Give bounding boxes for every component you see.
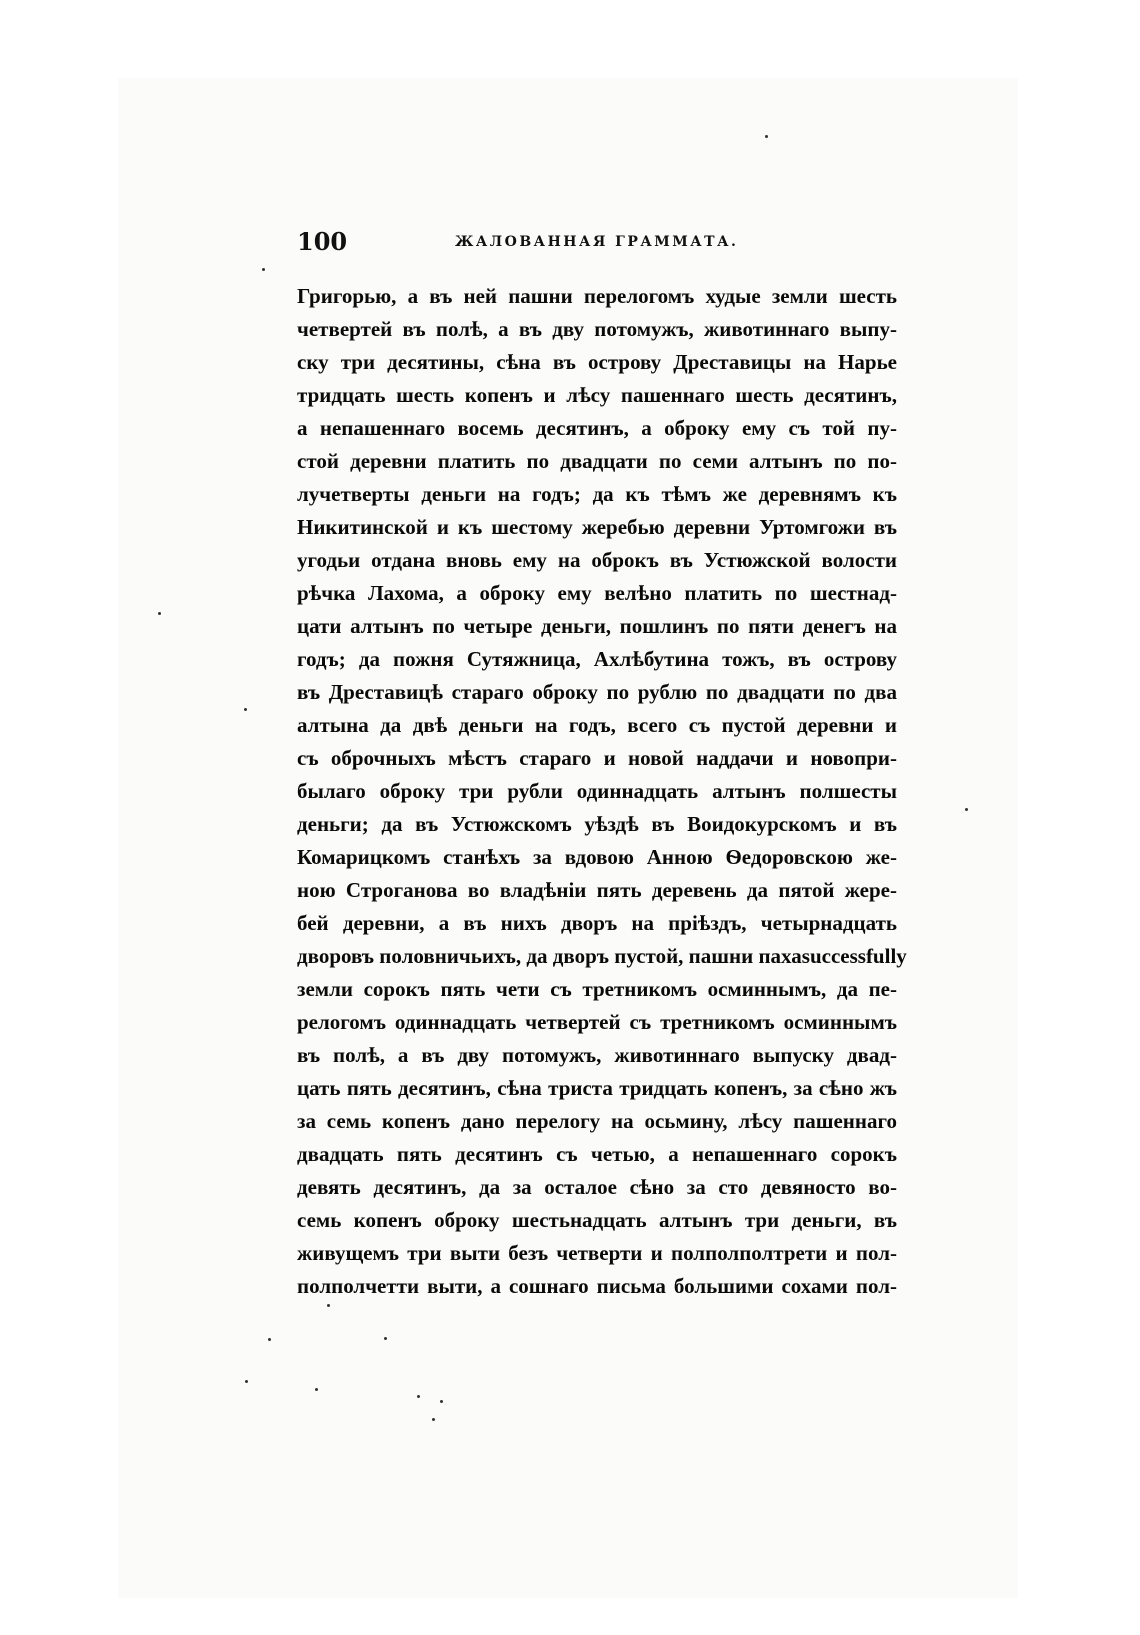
text-line: былаго оброку три рубли одиннадцать алтынъ полшесты	[297, 779, 897, 803]
scan-speck	[765, 135, 768, 138]
scan-speck	[440, 1400, 443, 1403]
text-line: стой деревни платить по двадцати по семи алтынъ по по-	[297, 449, 897, 473]
scan-speck	[384, 1337, 387, 1340]
page-number: 100	[297, 227, 348, 256]
text-line: четвертей въ полѣ, а въ дву потомужъ, животиннаго выпу-	[297, 317, 897, 341]
text-line: цать пять десятинъ, сѣна триста тридцать копенъ, за сѣно жъ	[297, 1076, 897, 1100]
text-line: тридцать шесть копенъ и лѣсу пашеннаго шесть десятинъ,	[297, 383, 897, 407]
text-line: а непашеннаго восемь десятинъ, а оброку ему съ той пу-	[297, 416, 897, 440]
text-line: ною Строганова во владѣніи пять деревень да пятой жере-	[297, 878, 897, 902]
text-line: деньги; да въ Устюжскомъ уѣздѣ въ Воидокурскомъ и въ	[297, 812, 897, 836]
text-line: Григорью, а въ ней пашни перелогомъ худые земли шесть	[297, 284, 897, 308]
text-line: за семь копенъ дано перелогу на осьмину, лѣсу пашеннаго	[297, 1109, 897, 1133]
running-title: ЖАЛОВАННАЯ ГРАММАТА.	[455, 234, 739, 250]
text-line: въ полѣ, а въ дву потомужъ, животиннаго выпуску двад-	[297, 1043, 897, 1067]
text-line: земли сорокъ пять чети съ третникомъ осминнымъ, да пе-	[297, 977, 897, 1001]
text-line: релогомъ одиннадцать четвертей съ третникомъ осминнымъ	[297, 1010, 897, 1034]
scan-speck	[245, 1380, 248, 1383]
text-line: угодьи отдана вновь ему на оброкъ въ Устюжской волости	[297, 548, 897, 572]
text-line: Комарицкомъ станѣхъ за вдовою Анною Ѳедоровскою же-	[297, 845, 897, 869]
text-line: Никитинской и къ шестому жеребью деревни Уртомгожи въ	[297, 515, 897, 539]
text-line: двадцать пять десятинъ съ четью, а непашеннаго сорокъ	[297, 1142, 897, 1166]
text-line: годъ; да пожня Сутяжница, Ахлѣбутина тожъ, въ острову	[297, 647, 897, 671]
scan-speck	[244, 708, 247, 711]
scan-speck	[327, 1304, 330, 1307]
scan-speck	[965, 808, 968, 811]
scan-speck	[315, 1388, 318, 1391]
text-line: алтына да двѣ деньги на годъ, всего съ пустой деревни и	[297, 713, 897, 737]
text-line: девять десятинъ, да за осталое сѣно за сто девяносто во-	[297, 1175, 897, 1199]
text-line: бей деревни, а въ нихъ дворъ на пріѣздъ, четырнадцать	[297, 911, 897, 935]
text-line: дворовъ половничьихъ, да дворъ пустой, пашни пахаsuccessfully	[297, 944, 907, 968]
scan-speck	[268, 1338, 271, 1341]
text-line: въ Дреставицѣ стараго оброку по рублю по двадцати по два	[297, 680, 897, 704]
scan-speck	[417, 1395, 420, 1398]
scan-speck	[158, 612, 161, 615]
scan-speck	[262, 268, 265, 271]
text-line: рѣчка Лахома, а оброку ему велѣно платить по шестнад-	[297, 581, 897, 605]
page-header	[297, 227, 895, 267]
text-line: полполчетти выти, а сошнаго письма большими сохами пол-	[297, 1274, 897, 1298]
text-line: лучетверты деньги на годъ; да къ тѣмъ же деревнямъ къ	[297, 482, 897, 506]
body-text	[297, 280, 907, 1303]
scan-speck	[432, 1418, 435, 1421]
text-line: ску три десятины, сѣна въ острову Дреставицы на Нарье	[297, 350, 897, 374]
text-line: живущемъ три выти безъ четверти и полполполтрети и пол-	[297, 1241, 897, 1265]
text-line: съ оброчныхъ мѣстъ стараго и новой наддачи и новопри-	[297, 746, 897, 770]
text-line: цати алтынъ по четыре деньги, пошлинъ по пяти денегъ на	[297, 614, 897, 638]
text-line: семь копенъ оброку шестьнадцать алтынъ три деньги, въ	[297, 1208, 897, 1232]
